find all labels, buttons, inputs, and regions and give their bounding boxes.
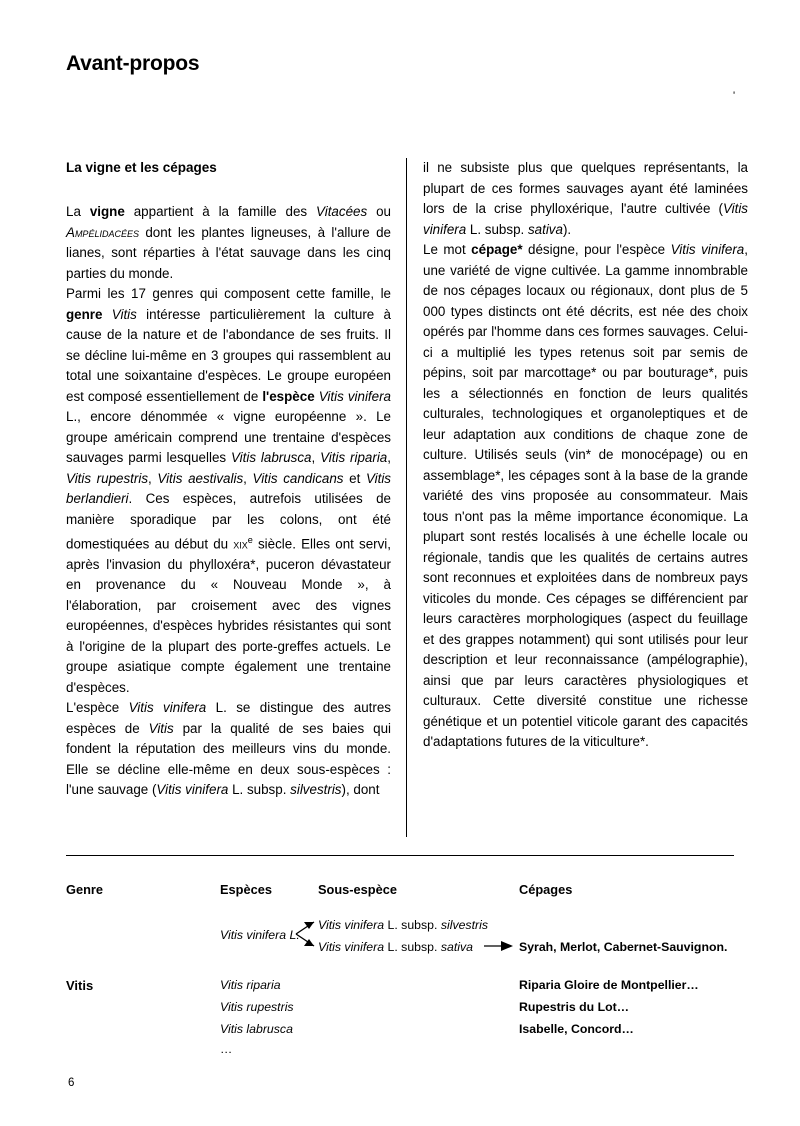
left-column <box>66 202 391 801</box>
table-cell-genus: Vitis <box>66 978 94 993</box>
table-cell-subspecies-sativa: Vitis vinifera L. subsp. sativa <box>318 940 473 954</box>
table-header-especes: Espèces <box>220 882 272 897</box>
table-cell-species-labrusca: Vitis labrusca <box>220 1022 293 1036</box>
table-header-cepages: Cépages <box>519 882 573 897</box>
margin-mark: ' <box>733 90 736 102</box>
paragraph-left-2: Parmi les 17 genres qui composent cette famille, le genre Vitis intéresse particulièrement la culture à cause de la nature et de l'abondance de ses fruits. Il se décline lui-même en 3 groupes qui rassemblent au total une soixantaine d'espèces. Le groupe européen est composé essentiellement de l'espèce Vitis vinifera L., encore dénommée « vigne européenne ». Le groupe américain comprend une trentaine d'espèces sauvages parmi lesquelles Vitis labrusca, Vitis riparia, Vitis rupestris, Vitis aestivalis, Vitis candicans et Vitis berlandieri. Ces espèces, autrefois utilisées de manière sporadique par les colons, ont été domestiquées au début du xix$^e$ siècle. Elles ont servi, après l'invasion du phylloxéra*, puceron dévastateur en provenance du « Nouveau Monde », à l'élaboration, par croisement avec des vignes européennes, d'espèces hybrides résistantes qui sont à l'origine de la plupart des porte-greffes actuels. Le groupe asiatique compte également une trentaine d'espèces. <box>66 286 391 695</box>
right-column <box>423 158 748 753</box>
paragraph-left-1: La vigne appartient à la famille des Vitacées ou Ampélidacées dont les plantes ligneuses, à l'allure de lianes, sont réparties à l'état sauvage dans les cinq parties du monde. <box>66 204 391 281</box>
horizontal-rule <box>66 855 734 856</box>
page-number: 6 <box>68 1077 75 1089</box>
table-cell-species-riparia: Vitis riparia <box>220 978 281 992</box>
table-cell-subspecies-silvestris: Vitis vinifera L. subsp. silvestris <box>318 918 488 932</box>
table-cell-species-rupestris: Vitis rupestris <box>220 1000 294 1014</box>
table-header-sous-espece: Sous-espèce <box>318 882 397 897</box>
table-cell-species-ellipsis: … <box>220 1042 233 1056</box>
table-header-genre: Genre <box>66 882 103 897</box>
table-cell-cepages-riparia: Riparia Gloire de Montpellier… <box>519 978 699 992</box>
column-divider <box>406 158 407 837</box>
section-heading: La vigne et les cépages <box>66 160 217 175</box>
table-cell-species-vinifera: Vitis vinifera L. <box>220 928 300 942</box>
paragraph-right-2: Le mot cépage* désigne, pour l'espèce Vitis vinifera, une variété de vigne cultivée. La gamme innombrable de nos cépages locaux ou régionaux, dont plus de 5 000 types distincts ont été décrits, est née des choix opérés par l'homme dans ces formes sauvages. Celui-ci a multiplié les types retenus soit par semis de pépins, soit par marcottage* ou par bouturage*, puis les a sélectionnés en fonction de leurs qualités culturales, technologiques et organoleptiques et de leur adaptation aux conditions de chaque zone de culture. Utilisés seuls (vin* de monocépage) ou en assemblage*, les cépages sont à la base de la grande variété des vins proposée au consommateur. Mais tous n'ont pas la même importance économique. La plupart sont restés localisés à une échelle locale ou régionale, tandis que les qualités de certains autres sont reconnues et exploitées dans de nombreux pays viticoles du monde. Ces cépages se différencient par leurs caractères morphologiques (aspect du feuillage et des grappes notamment) qui sont utilisés pour leur description et leur reconnaissance (ampélographie), ainsi que par leurs caractères physiologiques et culturaux. Cette diversité constitue une richesse génétique et un potentiel viticole garant des capacités d'adaptations futures de la viticulture*. <box>423 242 748 749</box>
table-cell-cepages-vinifera: Syrah, Merlot, Cabernet-Sauvignon. <box>519 940 728 954</box>
paragraph-left-3: L'espèce Vitis vinifera L. se distingue des autres espèces de Vitis par la qualité de ses baies qui fondent la réputation des meilleurs vins du monde. Elle se décline elle-même en deux sous-espèces : l'une sauvage (Vitis vinifera L. subsp. silvestris), dont <box>66 700 391 798</box>
page-title: Avant-propos <box>66 52 200 75</box>
table-cell-cepages-labrusca: Isabelle, Concord… <box>519 1022 634 1036</box>
table-cell-cepages-rupestris: Rupestris du Lot… <box>519 1000 629 1014</box>
paragraph-right-1: il ne subsiste plus que quelques représentants, la plupart de ces formes sauvages ayant été laminées lors de la crise phylloxérique, l'autre cultivée (Vitis vinifera L. subsp. sativa). <box>423 160 748 237</box>
